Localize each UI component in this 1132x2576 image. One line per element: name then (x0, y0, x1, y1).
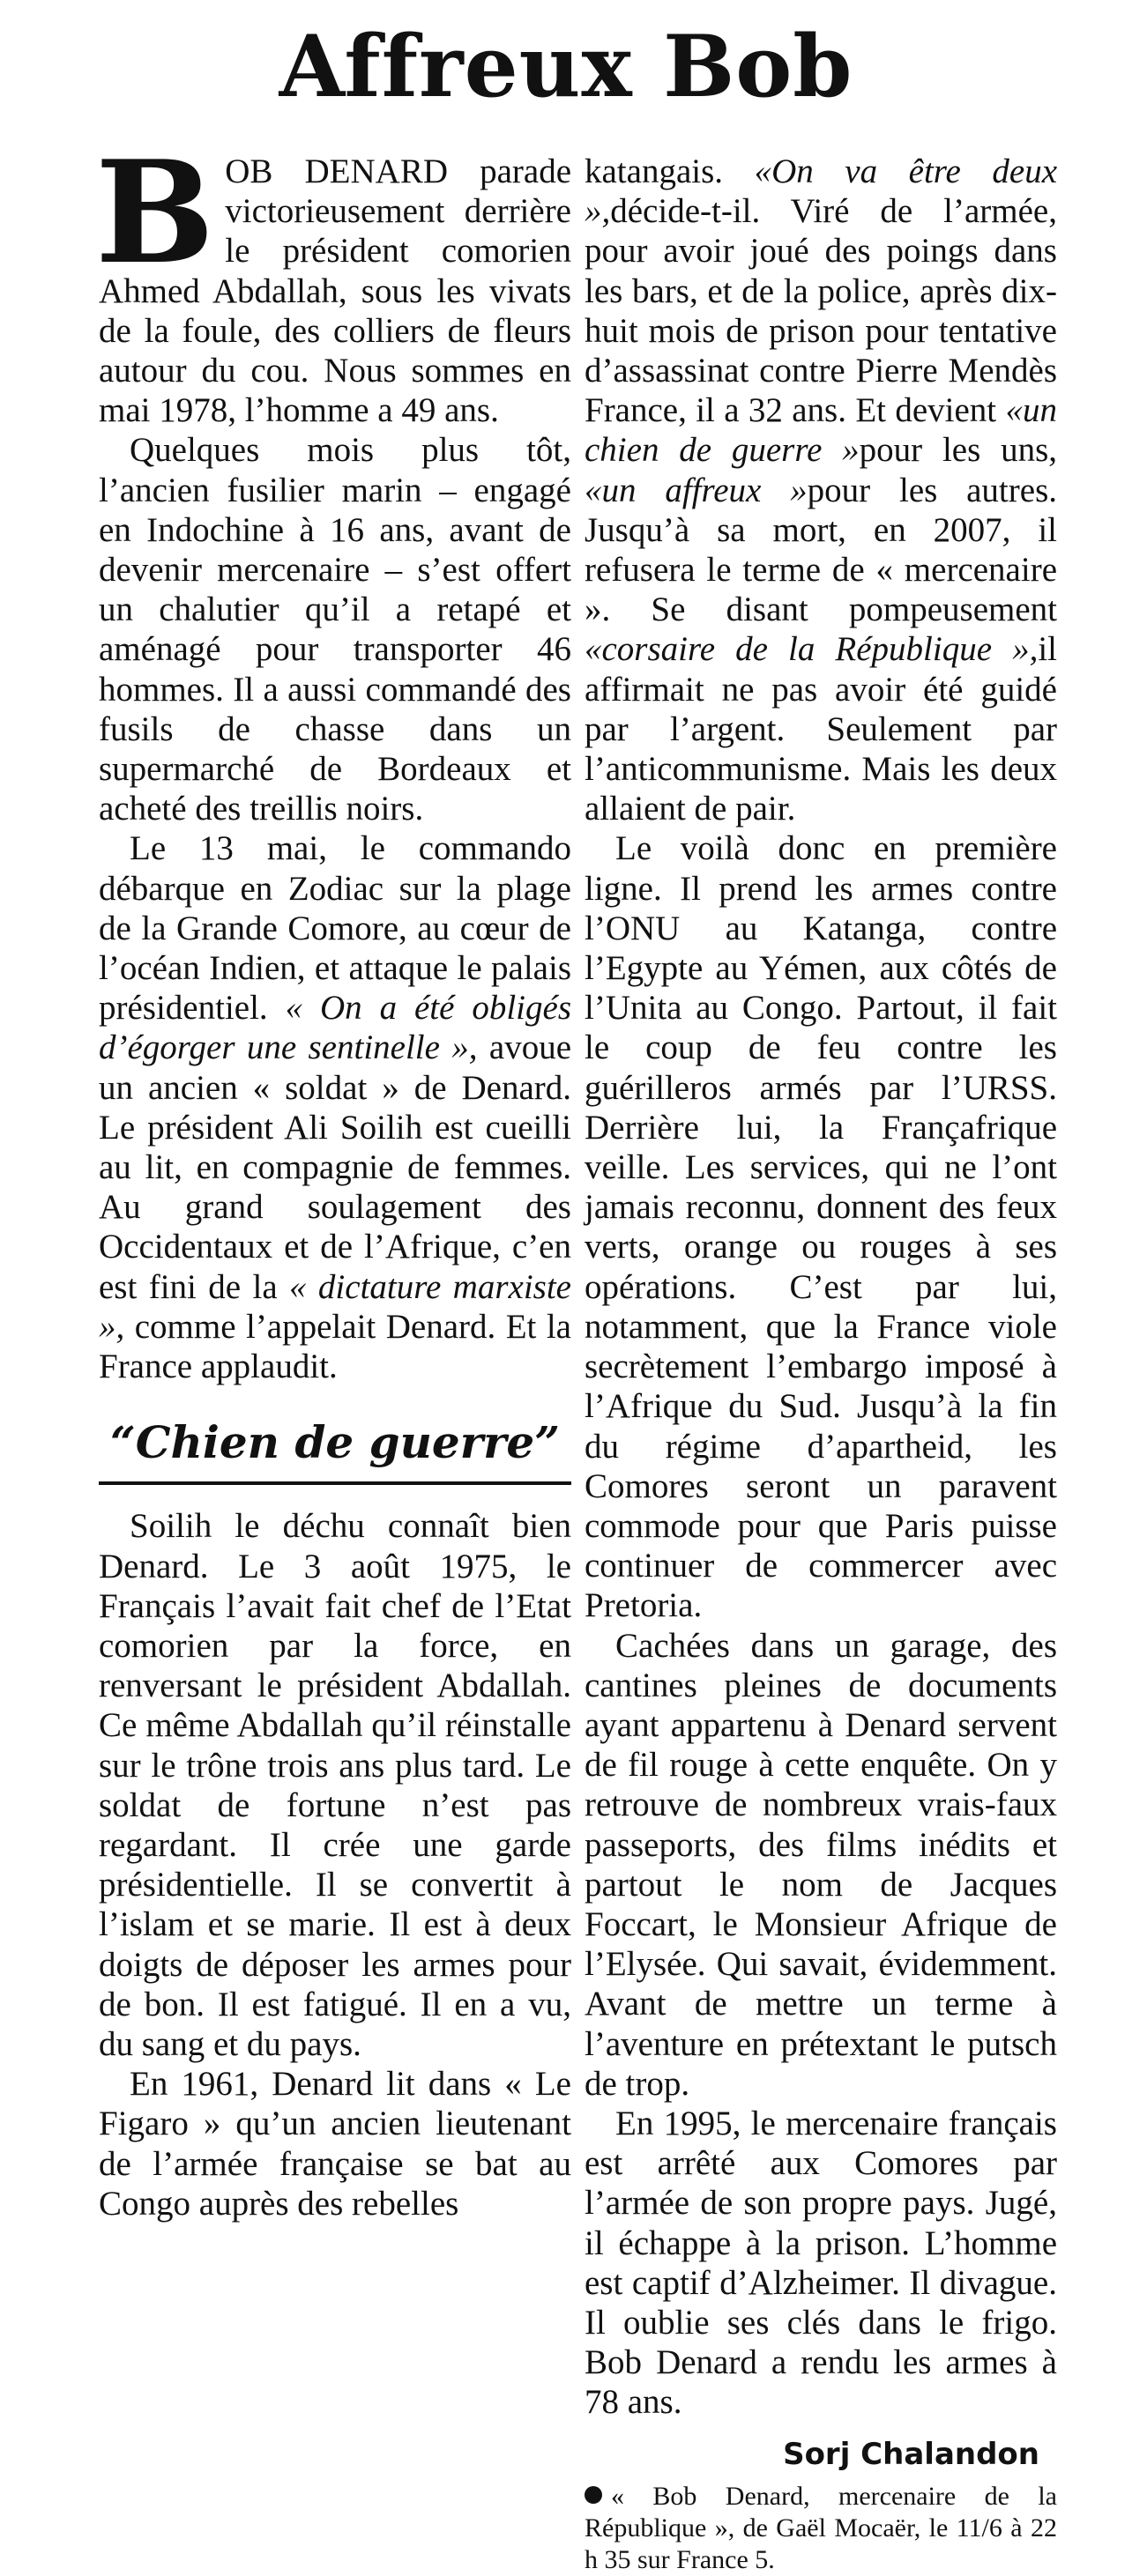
p5-quote-4: « (585, 630, 602, 669)
p5-text-c-cont: pour les uns, (859, 431, 1057, 470)
p3-text-a: Le 13 mai, le commando débarque en Zodiac sur la plage de la Grande Comore, au cœur de l’océan Indien, et attaque le palais présidentiel. (99, 829, 571, 1028)
drop-cap: B (95, 130, 215, 295)
author-byline: Sorj Chalandon (783, 2436, 1039, 2472)
p5-quote-4-cont: corsaire de la République », (601, 630, 1039, 669)
paragraph-3 (99, 828, 571, 1386)
subheading-block (99, 1416, 571, 1485)
subheading: “Chien de guerre” (109, 1416, 561, 1469)
p5-quote-3: « (585, 471, 602, 509)
p5-quote-2-cont: un chien de guerre » (585, 391, 1057, 470)
p5-text-b-cont: décide-t-il. Viré de l’armée, pour avoir joué des poings dans les bars, et de la police, après dix-huit mois de prison pour tentative d’assassinat contre Pierre Mendès France, il a 32 ans. Et devient (585, 192, 1057, 430)
paragraph-5 (99, 2064, 571, 2223)
bullet-icon (585, 2486, 602, 2504)
p5-text-a: En 1961, Denard lit dans « Le Figaro » qu’un ancien lieutenant de l’armée française se bat au Congo auprès des rebelles (99, 2065, 571, 2223)
lead-in: OB DENARD (225, 152, 448, 190)
paragraph-6: Le voilà donc en première ligne. Il prend les armes contre l’ONU au Katanga, contre l’Egypte au Yémen, aux côtés de l’Unita au Congo. Partout, il fait le coup de feu contre les guérilleros armés par l’URSS. Derrière lui, la Françafrique veille. Les services, qui ne l’ont jamais reconnu, donnent des feux verts, orange ou rouges à ses opérations. C’est par lui, notamment, que la France viole secrètement l’embargo imposé à l’Afrique du Sud. Jusqu’à la fin du régime d’apartheid, les Comores seront un paravent commode pour que Paris puisse continuer de commercer avec Pretoria. (585, 829, 1057, 1625)
paragraph-7: Cachées dans un garage, des cantines pleines de documents ayant appartenu à Denard servent de fil rouge à cette enquête. On y retrouve de nombreux vrais-faux passeports, des films inédits et partout le nom de Jacques Foccart, le Monsieur Afrique de l’Elysée. Qui savait, évidemment. Avant de mettre un terme à l’aventure en prétextant le putsch de trop. (585, 1626, 1057, 2103)
article-column-left (95, 130, 572, 2223)
broadcast-note (585, 2481, 1057, 2576)
p3-text-b: avoue un ancien « soldat » de Denard. Le président Ali Soilih est cueilli au lit, en compagnie de femmes. Au grand soulagement des Occidentaux et de l’Afrique, c’en est fini de la (99, 1028, 572, 1306)
paragraph-4: Soilih le déchu connaît bien Denard. Le 3 août 1975, le Français l’avait fait chef de l’Etat comorien par la force, en renversant le président Abdallah. Ce même Abdallah qu’il réinstalle sur le trône trois ans plus tard. Le soldat de fortune n’est pas regardant. Il crée une garde présidentielle. Il se convertit à l’islam et se marie. Il est à deux doigts de déposer les armes pour de bon. Il est fatigué. Il en a vu, du sang et du pays. (99, 1507, 571, 2063)
paragraph-2: Quelques mois plus tôt, l’ancien fusilier marin – engagé en Indochine à 16 ans, avant de devenir mercenaire – s’est offert un chalutier qu’il a retapé et aménagé pour transporter 46 hommes. Il a aussi commandé des fusils de chasse dans un supermarché de Bordeaux et acheté des treillis noirs. (99, 431, 571, 828)
article-column-right (585, 152, 1057, 2576)
paragraph-5-continued (585, 152, 1057, 828)
p5-quote-cont: On va être deux », (585, 152, 1057, 231)
p5-text-a-cont: katangais. (585, 152, 755, 190)
p5-text-e-cont: il affirmait ne pas avoir été guidé par l’argent. Seulement par l’anticommunisme. Mais les deux allaient de pair. (585, 630, 1057, 828)
subheading-rule (99, 1481, 571, 1485)
p5-quote: « (754, 152, 772, 190)
p3-quote: « On a été obligés d’égorger une sentinelle », (99, 989, 571, 1067)
p5-text-d-cont: pour les autres. Jusqu’à sa mort, en 2007, il refusera le terme de « mercenaire ». Se disant pompeusement (585, 471, 1057, 629)
paragraph-1-text: parade victorieusement derrière le président comorien Ahmed Abdallah, sous les vivats de la foule, des colliers de fleurs autour du cou. Nous sommes en mai 1978, l’homme a 49 ans. (99, 152, 572, 430)
paragraph-8: En 1995, le mercenaire français est arrêté aux Comores par l’armée de son propre pays. Jugé, il échappe à la prison. L’homme est captif d’Alzheimer. Il divague. Il oublie ses clés dans le frigo. Bob Denard a rendu les armes à 78 ans. (585, 2104, 1057, 2422)
p5-quote-2: « (1005, 391, 1023, 430)
p5-quote-3-cont: un affreux » (601, 471, 808, 509)
broadcast-note-text: « Bob Denard, mercenaire de la République », de Gaël Mocaër, le 11/6 à 22 h 35 sur France 5. (585, 2481, 1057, 2574)
paragraph-1 (95, 130, 572, 430)
p3-quote-2: « dictature marxiste », (99, 1267, 571, 1346)
p3-text-c: comme l’appelait Denard. Et la France applaudit. (99, 1307, 571, 1386)
article-title: Affreux Bob (279, 17, 853, 116)
